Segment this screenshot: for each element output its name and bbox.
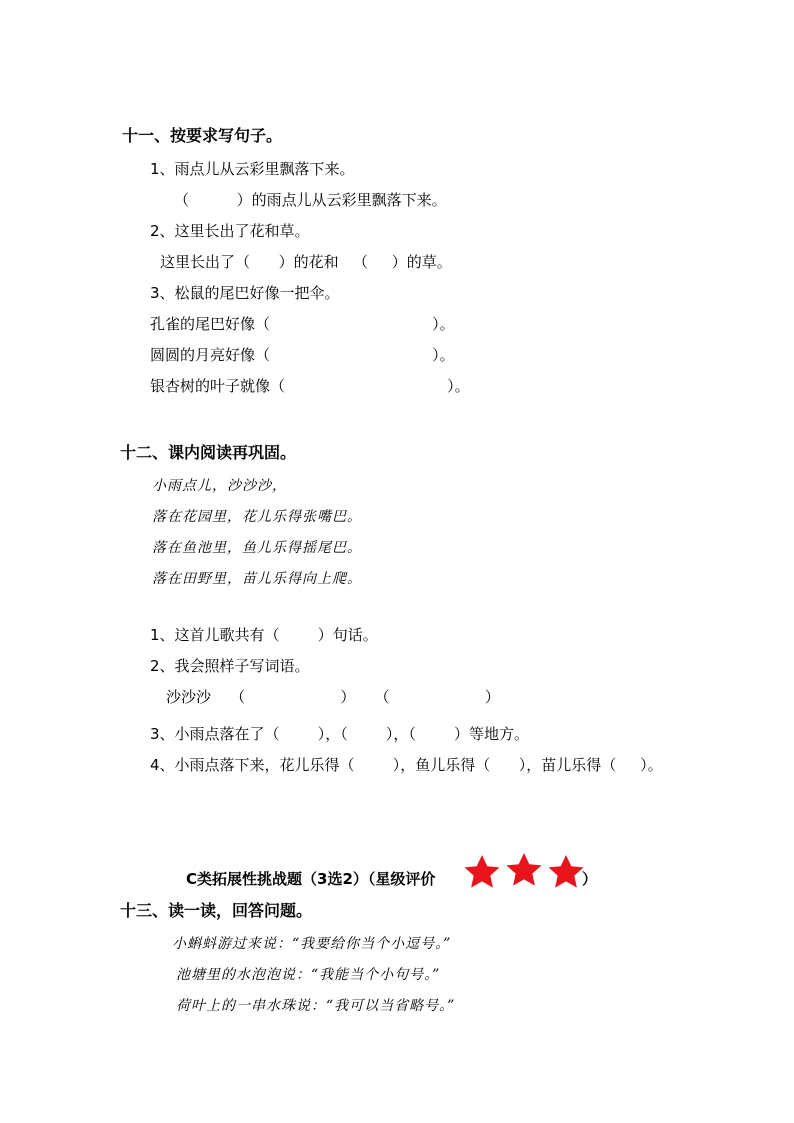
poem-line-1: 小雨点儿，沙沙沙， [152, 478, 287, 494]
section-11-line-8: 银杏树的叶子就像（ ）。 [150, 377, 470, 395]
question-2: 2、我会照样子写词语。 [150, 657, 310, 675]
question-4: 4、小雨点落下来，花儿乐得（ ），鱼儿乐得（ ），苗儿乐得（ ）。 [150, 756, 663, 774]
section-11-line-5: 3、松鼠的尾巴好像一把伞。 [150, 284, 340, 302]
section-11-title: 十一、按要求写句子。 [122, 126, 283, 145]
section-c-title: C类拓展性挑战题（3选2）（星级评价 [186, 870, 436, 888]
section-13-title: 十三、读一读，回答问题。 [120, 901, 313, 920]
question-3: 3、小雨点落在了（ ），（ ），（ ）等地方。 [150, 725, 529, 743]
section-13-line-1: 小蝌蚪游过来说：“我要给你当个小逗号。” [172, 936, 452, 952]
section-11-line-1: 1、雨点儿从云彩里飘落下来。 [150, 160, 355, 178]
poem-line-3: 落在鱼池里，鱼儿乐得摇尾巴。 [152, 540, 362, 556]
section-13-line-3: 荷叶上的一串水珠说：“我可以当省略号。” [176, 998, 456, 1014]
poem-line-4: 落在田野里，苗儿乐得向上爬。 [152, 571, 362, 587]
star-icon [507, 853, 542, 886]
section-11-line-7: 圆圆的月亮好像（ ）。 [150, 346, 455, 364]
question-1: 1、这首儿歌共有（ ）句话。 [150, 626, 378, 644]
section-11-line-3: 2、这里长出了花和草。 [150, 222, 310, 240]
question-2-example: 沙沙沙 （ ） （ ） [166, 688, 500, 706]
section-11-line-4: 这里长出了（ ）的花和 （ ）的草。 [160, 253, 452, 271]
star-rating [462, 853, 592, 893]
star-icon [549, 855, 584, 888]
section-13-line-2: 池塘里的水泡泡说：“我能当个小句号。” [176, 967, 441, 983]
section-c-close: ） [582, 870, 598, 888]
stars-svg [462, 853, 592, 889]
section-11-line-6: 孔雀的尾巴好像（ ）。 [150, 315, 455, 333]
section-12-title: 十二、课内阅读再巩固。 [120, 443, 297, 462]
poem-line-2: 落在花园里，花儿乐得张嘴巴。 [152, 509, 362, 525]
star-icon [465, 855, 500, 888]
section-11-line-2: （ ）的雨点儿从云彩里飘落下来。 [174, 191, 447, 209]
